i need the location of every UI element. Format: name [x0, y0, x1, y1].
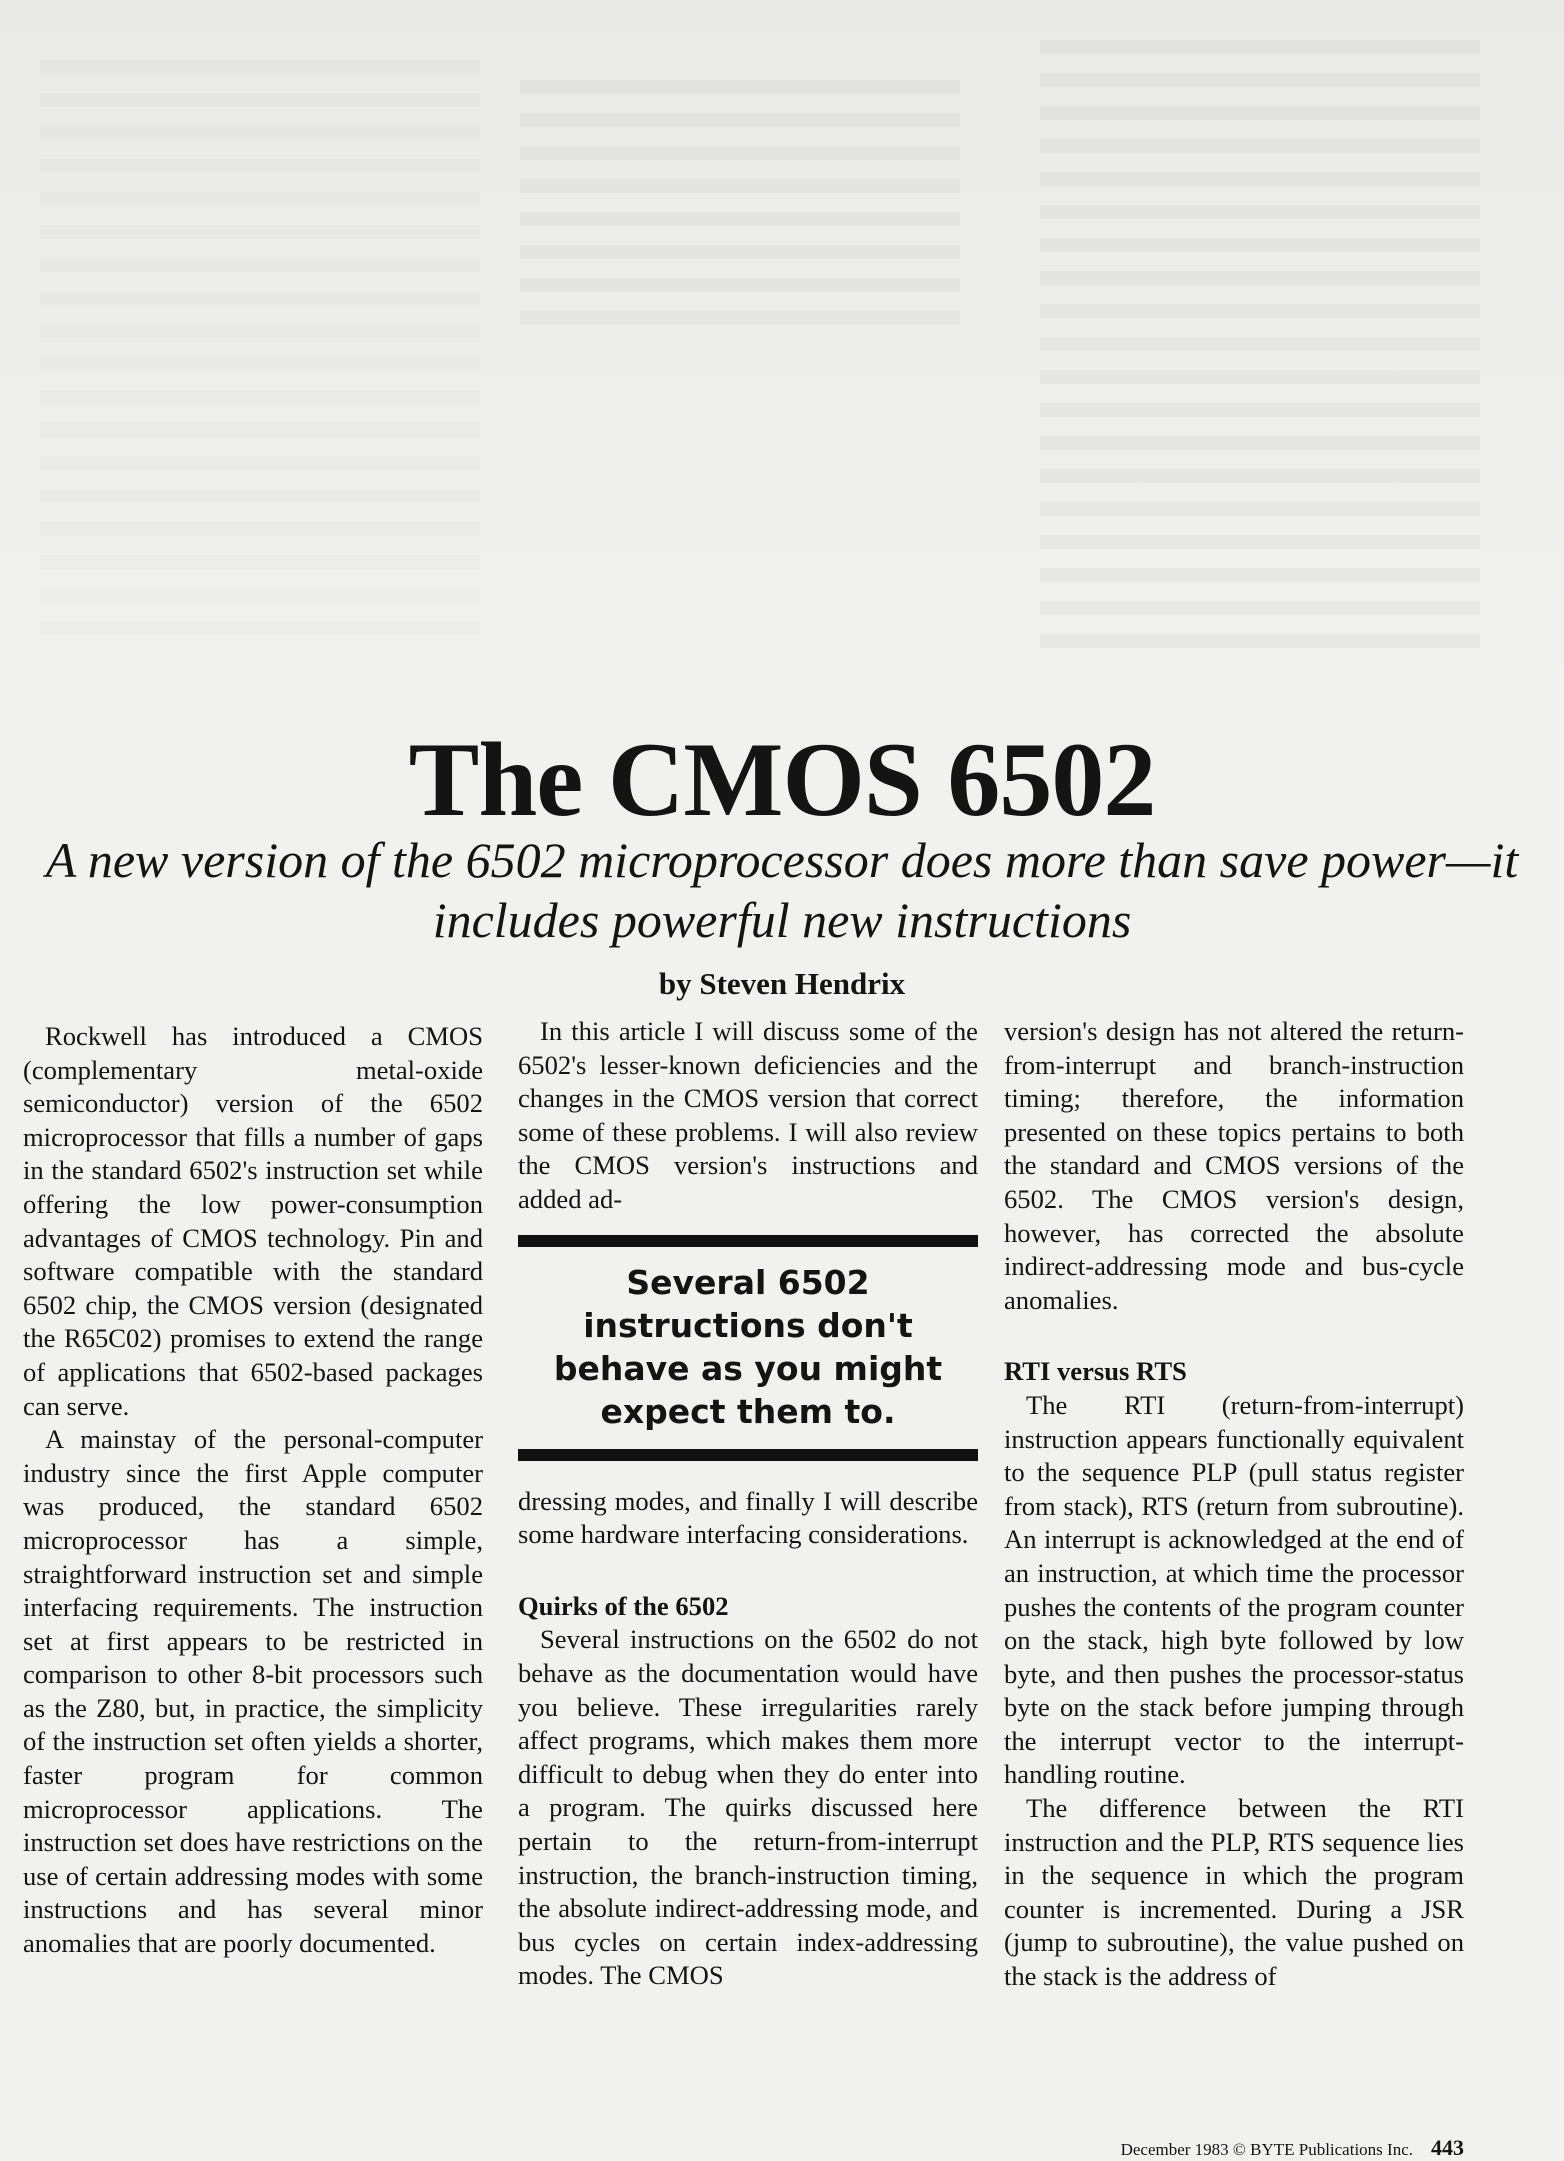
show-through-text-center [520, 80, 960, 340]
paragraph: dressing modes, and finally I will describe some hardware interfacing considerations. [518, 1485, 978, 1550]
paragraph: version's design has not altered the return-from-interrupt and branch-instruction timing; therefore, the information presented on these topics pertains to both the standard and CMOS versions of the 6502. The CMOS version's design, however, has corrected the absolute indirect-addressing mode and bus-cycle anomalies. [1004, 1016, 1464, 1315]
paragraph: The RTI (return-from-interrupt) instruction appears functionally equivalent to the sequence PLP (pull status register from stack), RTS (return from subroutine). An interrupt is acknowledged at the end of an instruction, at which time the processor pushes the contents of the program counter on the stack, high byte followed by low byte, and then pushes the processor-status byte on the stack before jumping through the interrupt vector to the interrupt-handling routine. [1004, 1389, 1464, 1790]
body-column-2 [518, 1015, 978, 1993]
show-through-background [0, 0, 1564, 700]
page-number: 443 [1431, 2135, 1464, 2160]
show-through-text-left [40, 60, 480, 640]
paragraph: Several instructions on the 6502 do not behave as the documentation would have you believe. These irregularities rarely affect programs, which makes them more difficult to debug when they do enter into a program. The quirks discussed here pertain to the return-from-interrupt instruction, the branch-instruction timing, the absolute indirect-addressing mode, and bus cycles on certain index-addressing modes. The CMOS [518, 1624, 978, 1991]
show-through-text-right [1040, 40, 1480, 660]
article-deck: A new version of the 6502 microprocessor does more than save power—it includes powerful new instructions [45, 832, 1519, 948]
page-footer [1121, 2135, 1464, 2161]
article-title: The CMOS 6502 [408, 721, 1156, 838]
footer-credit: December 1983 © BYTE Publications Inc. [1120, 2140, 1413, 2159]
paragraph: In this article I will discuss some of the 6502's lesser-known deficiencies and the changes in the CMOS version that correct some of these problems. I will also review the CMOS version's instructions and added ad- [518, 1016, 978, 1214]
body-column-1 [23, 1020, 483, 1961]
paragraph: The difference between the RTI instruction and the PLP, RTS sequence lies in the sequence in which the program counter is incremented. During a JSR (jump to subroutine), the value pushed on the stack is the address of [1004, 1793, 1464, 1992]
section-heading-quirks: Quirks of the 6502 [518, 1590, 729, 1621]
paragraph: Rockwell has introduced a CMOS (complementary metal-oxide semiconductor) version of the 6502 microprocessor that fills a number of gaps in the standard 6502's instruction set while offering the low power-consumption advantages of CMOS technology. Pin and software compatible with the standard 6502 chip, the CMOS version (designated the R65C02) promises to extend the range of applications that 6502-based packages can serve. [23, 1021, 483, 1421]
body-column-3 [1004, 1015, 1464, 1994]
paragraph: A mainstay of the personal-computer industry since the first Apple computer was produced, the standard 6502 microprocessor has a simple, straightforward instruction set and simple interfacing requirements. The instruction set at first appears to be restricted in comparison to other 8-bit processors such as the Z80, but, in practice, the simplicity of the instruction set often yields a shorter, faster program for common microprocessor applications. The instruction set does have restrictions on the use of certain addressing modes with some instructions and has several minor anomalies that are poorly documented. [23, 1424, 483, 1959]
pull-quote: Several 6502 instructions don't behave as you might expect them to. [518, 1235, 978, 1461]
section-heading-rti-vs-rts: RTI versus RTS [1004, 1356, 1187, 1387]
article-byline: by Steven Hendrix [658, 966, 906, 1001]
